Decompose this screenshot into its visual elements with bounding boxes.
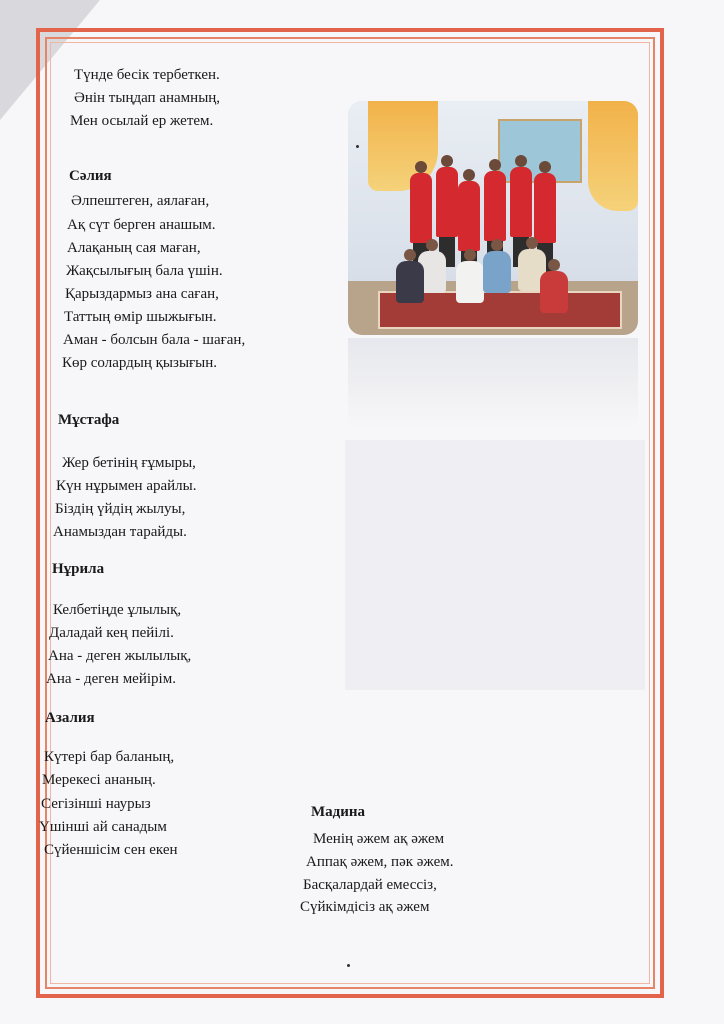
- poem-author-saliya: Сәлия: [69, 168, 112, 184]
- photo-person-seated: [540, 271, 568, 313]
- poem-line: Сүйеншісім сен екен: [44, 842, 178, 858]
- photo-reflection: [348, 338, 638, 428]
- photo-curtain-right: [588, 101, 638, 211]
- photo-person-seated: [396, 261, 424, 303]
- poem-line: Үшінші ай санадым: [39, 819, 167, 835]
- photo-person: [534, 173, 556, 243]
- poem-line: Басқалардай емессіз,: [303, 877, 437, 893]
- group-photo: [348, 101, 638, 335]
- poem-author-nurila: Нұрила: [52, 561, 105, 577]
- photo-person: [458, 181, 480, 251]
- poem-line: Көр солардың қызығын.: [62, 355, 218, 371]
- poem-line: Таттың өмір шыжығын.: [64, 309, 217, 325]
- poem-line: Сегізінші наурыз: [41, 796, 151, 812]
- poem-line: Алақаның сая маған,: [67, 240, 201, 256]
- poem-author-mustafa: Мұстафа: [58, 412, 120, 428]
- poem-line: Әлпештеген, аялаған,: [71, 193, 210, 209]
- poem-line: Сүйкімдісіз ақ әжем: [300, 899, 430, 915]
- photo-person: [484, 171, 506, 241]
- photo-person-seated: [456, 261, 484, 303]
- photo-person: [410, 173, 432, 243]
- poem-line: Келбетіңде ұлылық,: [53, 602, 182, 618]
- poem-line: Мерекесі ананың.: [42, 772, 156, 788]
- photo-person: [510, 167, 532, 237]
- poem-line: Жер бетінің ғұмыры,: [62, 455, 196, 471]
- poem-line: Қарыздармыз ана саған,: [65, 286, 219, 302]
- poem-line: Күтері бар баланың,: [44, 749, 175, 765]
- poem-line: Менің әжем ақ әжем: [313, 831, 445, 847]
- show-through-shadow: [345, 440, 645, 690]
- poem-line: Даладай кең пейілі.: [49, 625, 174, 641]
- poem-line: Ана - деген мейірім.: [46, 671, 176, 687]
- poem-author-azaliya: Азалия: [45, 710, 95, 726]
- poem-line: Аппақ әжем, пәк әжем.: [306, 854, 454, 870]
- poem-line: Аман - болсын бала - шаған,: [63, 332, 246, 348]
- photo-person-seated: [483, 251, 511, 293]
- intro-line: Мен осылай ер жетем.: [70, 113, 214, 129]
- speck: [356, 145, 359, 148]
- speck: [347, 964, 350, 967]
- intro-line: Әнін тыңдап анамның,: [74, 90, 221, 106]
- poem-line: Анамыздан тарайды.: [53, 524, 187, 540]
- poem-line: Ана - деген жылылық,: [48, 648, 192, 664]
- poem-line: Жақсылығың бала үшін.: [66, 263, 223, 279]
- poem-line: Күн нұрымен арайлы.: [56, 478, 197, 494]
- photo-person: [436, 167, 458, 237]
- poem-line: Ақ сүт берген анашым.: [67, 217, 216, 233]
- poem-line: Біздің үйдің жылуы,: [55, 501, 186, 517]
- intro-line: Түнде бесік тербеткен.: [74, 67, 220, 83]
- poem-author-madina: Мадина: [311, 804, 366, 820]
